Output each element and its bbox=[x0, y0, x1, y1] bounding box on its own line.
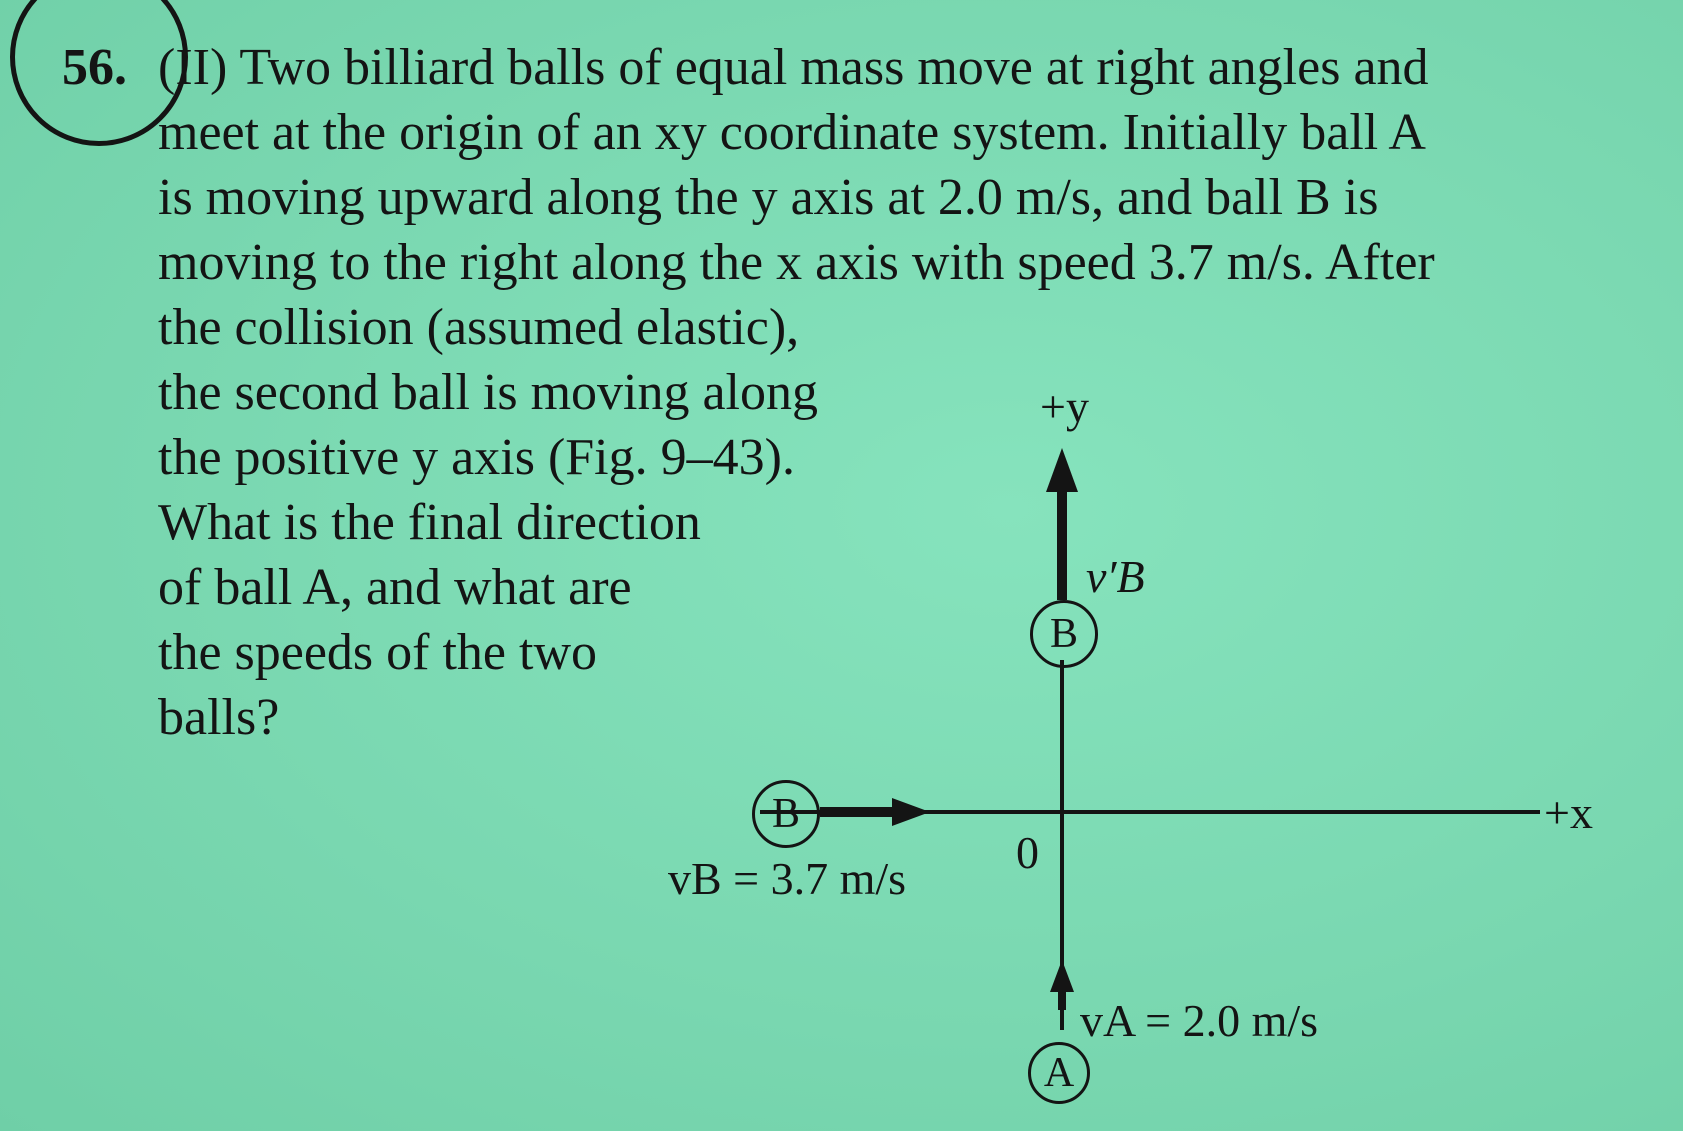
ball-b-initial: B bbox=[752, 780, 820, 848]
problem-text-line-6: the second ball is moving along bbox=[158, 364, 819, 421]
problem-level: (II) bbox=[158, 39, 228, 96]
problem-text-line-3: is moving upward along the y axis at 2.0 m/s, and ball B is bbox=[158, 169, 1379, 226]
problem-number: 56. bbox=[62, 39, 127, 96]
vb-initial-arrowhead bbox=[892, 798, 930, 826]
problem-text-line-8: What is the final direction bbox=[158, 494, 701, 551]
problem-text-line-9: of ball A, and what are bbox=[158, 559, 632, 616]
problem-text-line-2: meet at the origin of an xy coordinate system. Initially ball A bbox=[158, 104, 1426, 161]
ball-b-final: B bbox=[1030, 600, 1098, 668]
y-axis-label: +y bbox=[1040, 381, 1089, 432]
problem-text-line-11: balls? bbox=[158, 689, 280, 746]
vb-final-arrowhead bbox=[1046, 448, 1078, 492]
vb-initial-label: vB = 3.7 m/s bbox=[668, 853, 907, 904]
va-arrowhead bbox=[1050, 960, 1074, 992]
problem-text-line-5: the collision (assumed elastic), bbox=[158, 299, 800, 356]
x-axis-label: +x bbox=[1544, 787, 1593, 838]
va-initial-label: vA = 2.0 m/s bbox=[1080, 995, 1319, 1046]
problem-text-line-1: Two billiard balls of equal mass move at right angles and bbox=[239, 39, 1429, 96]
ball-a: A bbox=[1028, 1042, 1090, 1104]
problem-text-line-10: the speeds of the two bbox=[158, 624, 598, 681]
origin-label: 0 bbox=[1016, 827, 1039, 878]
vb-final-label: v′B bbox=[1086, 551, 1145, 602]
problem-text-line-4: moving to the right along the x axis with speed 3.7 m/s. After bbox=[158, 234, 1435, 291]
problem-text-line-7: the positive y axis (Fig. 9–43). bbox=[158, 429, 795, 486]
